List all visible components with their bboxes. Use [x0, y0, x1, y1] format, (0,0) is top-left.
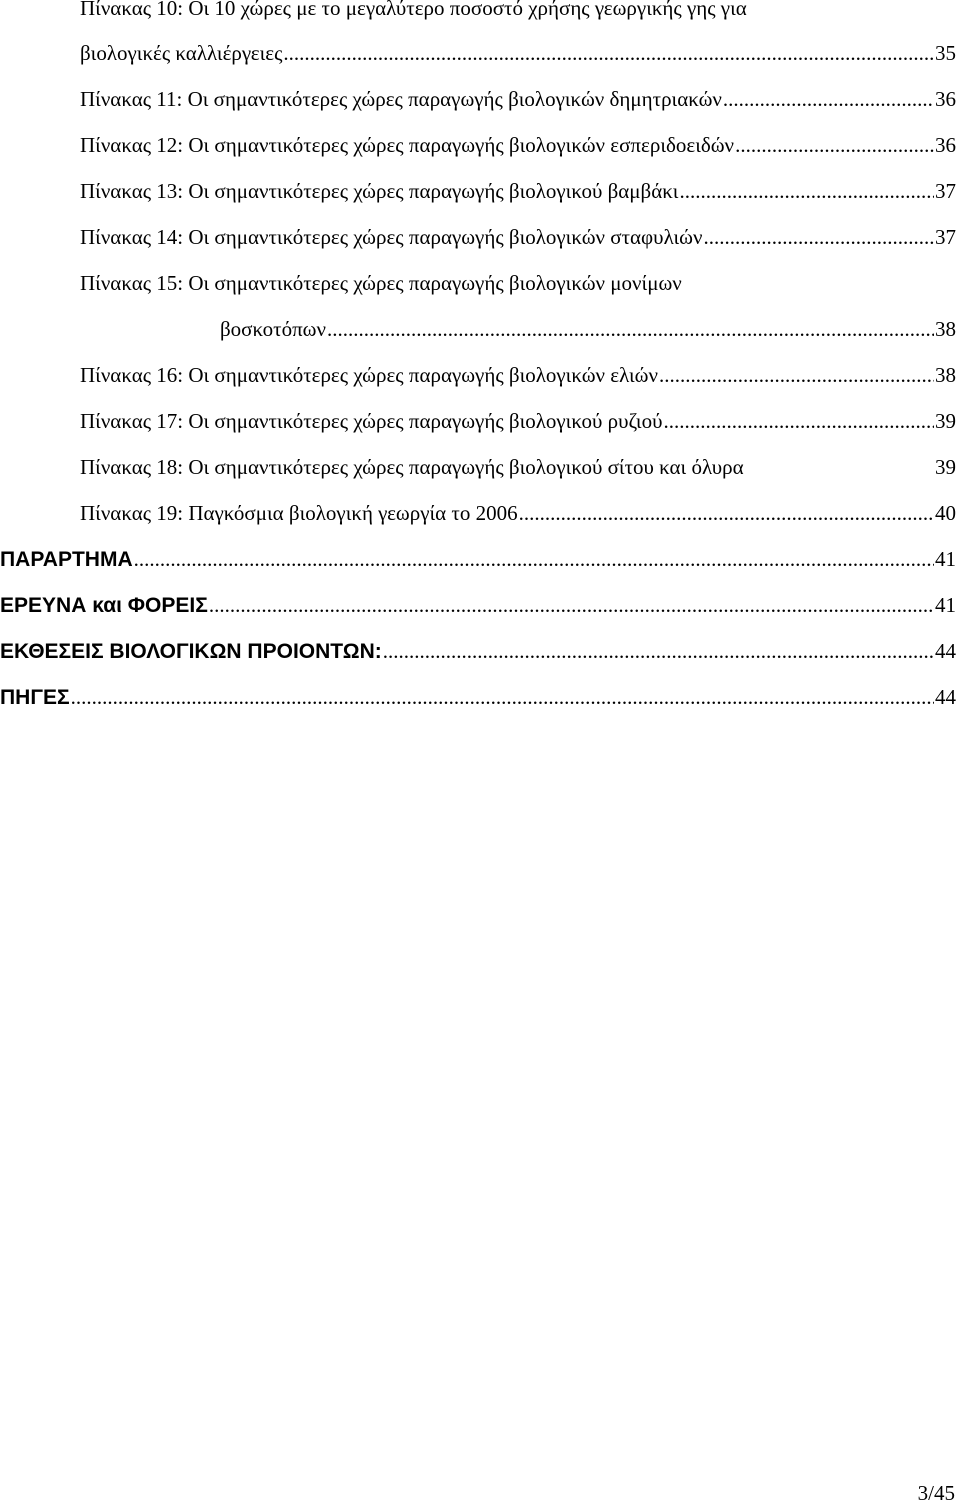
- dot-leader: [383, 639, 934, 664]
- toc-section-label: ΠΑΡΑΡΤΗΜΑ: [0, 548, 133, 571]
- toc-entry-table-12[interactable]: [80, 133, 956, 169]
- toc-section-research[interactable]: [0, 593, 956, 629]
- toc-entry-table-19[interactable]: [80, 501, 956, 537]
- toc-section-label: ΠΗΓΕΣ: [0, 686, 70, 709]
- toc-page-number: 36: [935, 133, 956, 157]
- toc-page-number: 39: [935, 455, 956, 479]
- toc-entry-label: Πίνακας 12: Οι σημαντικότερες χώρες παραγωγής βιολογικών εσπεριδοειδών: [80, 133, 735, 157]
- toc-section-sources[interactable]: [0, 685, 956, 721]
- toc-page-number: 41: [935, 593, 956, 617]
- toc-entry-table-18[interactable]: [80, 455, 956, 491]
- dot-leader: [134, 547, 934, 572]
- dot-leader: [663, 409, 934, 434]
- toc-page-number: 40: [935, 501, 956, 525]
- dot-leader: [679, 179, 934, 204]
- toc-page-number: 38: [935, 317, 956, 341]
- toc-entry-table-10-line2[interactable]: [80, 41, 956, 77]
- toc-section-label: ΕΚΘΕΣΕΙΣ ΒΙΟΛΟΓΙΚΩΝ ΠΡΟΙΟΝΤΩΝ:: [0, 640, 382, 663]
- toc-entry-table-15-line1[interactable]: [80, 271, 956, 307]
- dot-leader: [735, 133, 934, 158]
- toc-page-number: 41: [935, 547, 956, 571]
- toc-entry-table-15-line2[interactable]: [80, 317, 956, 353]
- toc-section-appendix[interactable]: [0, 547, 956, 583]
- dot-leader: [723, 87, 934, 112]
- toc-entry-label: Πίνακας 13: Οι σημαντικότερες χώρες παραγωγής βιολογικού βαμβάκι: [80, 179, 679, 203]
- toc-page-number: 44: [935, 685, 956, 709]
- toc-entry-label: Πίνακας 16: Οι σημαντικότερες χώρες παραγωγής βιολογικών ελιών: [80, 363, 659, 387]
- toc-entry-table-14[interactable]: [80, 225, 956, 261]
- toc-page-number: 38: [935, 363, 956, 387]
- toc-page-number: 35: [935, 41, 956, 65]
- toc-entry-label: βιολογικές καλλιέργειες: [80, 41, 283, 65]
- dot-leader: [659, 363, 934, 388]
- toc-entry-table-10-line1[interactable]: [80, 0, 956, 32]
- toc-entry-table-16[interactable]: [80, 363, 956, 399]
- toc-section-exhibitions[interactable]: [0, 639, 956, 675]
- toc-section-label: ΕΡΕΥΝΑ και ΦΟΡΕΙΣ: [0, 594, 208, 617]
- dot-leader: [519, 501, 934, 526]
- toc-entry-label: Πίνακας 10: Οι 10 χώρες με το μεγαλύτερο ποσοστό χρήσης γεωργικής γης για: [80, 0, 747, 20]
- toc-page-number: 36: [935, 87, 956, 111]
- toc-page-number: 37: [935, 225, 956, 249]
- toc-entry-label: Πίνακας 18: Οι σημαντικότερες χώρες παραγωγής βιολογικού σίτου και όλυρα: [80, 455, 744, 479]
- dot-leader: [71, 685, 934, 710]
- dot-leader: [327, 317, 934, 342]
- toc-page-number: 37: [935, 179, 956, 203]
- toc-entry-label: Πίνακας 11: Οι σημαντικότερες χώρες παραγωγής βιολογικών δημητριακών: [80, 87, 722, 111]
- toc-page-number: 39: [935, 409, 956, 433]
- toc-entry-label: Πίνακας 19: Παγκόσμια βιολογική γεωργία το 2006: [80, 501, 518, 525]
- toc-entry-table-11[interactable]: [80, 87, 956, 123]
- footer-page-number: 3/45: [917, 1481, 955, 1505]
- toc-entry-table-17[interactable]: [80, 409, 956, 445]
- toc-entry-label: βοσκοτόπων: [220, 317, 326, 341]
- toc-entry-label: Πίνακας 17: Οι σημαντικότερες χώρες παραγωγής βιολογικού ρυζιού: [80, 409, 663, 433]
- toc-page-number: 44: [935, 639, 956, 663]
- dot-leader: [703, 225, 934, 250]
- dot-leader: [209, 593, 934, 618]
- dot-leader: [283, 41, 934, 66]
- toc-entry-table-13[interactable]: [80, 179, 956, 215]
- toc-entry-label: Πίνακας 15: Οι σημαντικότερες χώρες παραγωγής βιολογικών μονίμων: [80, 271, 682, 295]
- toc-entry-label: Πίνακας 14: Οι σημαντικότερες χώρες παραγωγής βιολογικών σταφυλιών: [80, 225, 703, 249]
